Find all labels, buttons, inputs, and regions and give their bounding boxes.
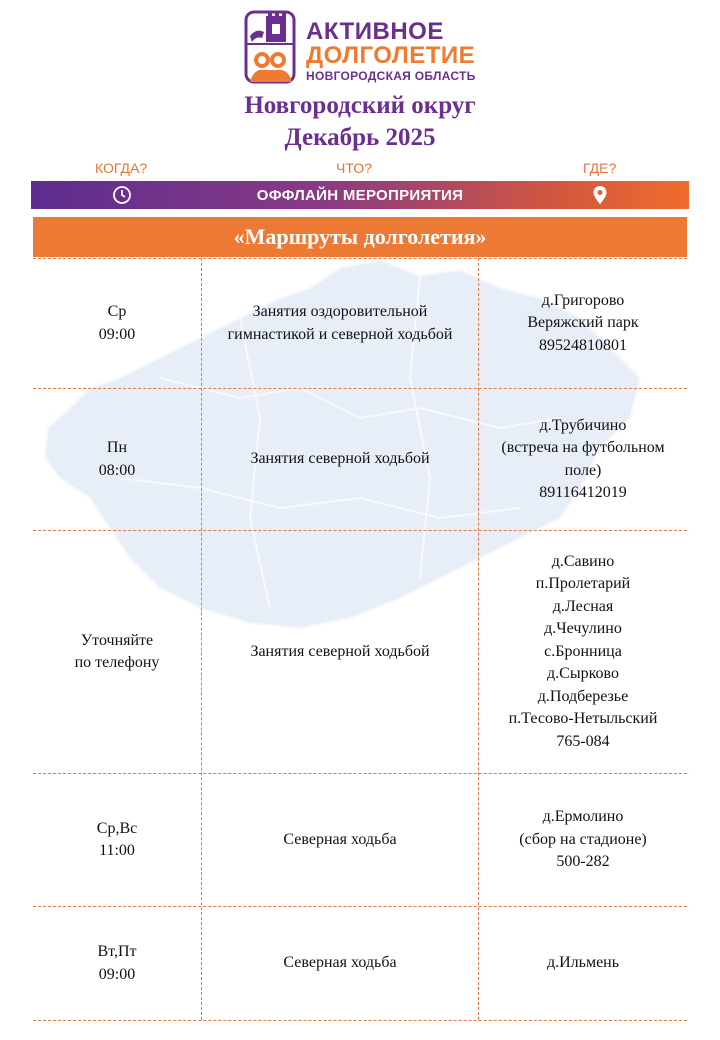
logo [242, 10, 492, 88]
offline-events-banner [31, 181, 689, 209]
row-5-when: Вт,Пт 09:00 [97, 943, 137, 983]
row-3-what: Занятия северной ходьбой [250, 642, 430, 660]
row-4-when: Ср,Вс 11:00 [96, 819, 138, 859]
header-what: ЧТО? [336, 160, 372, 176]
row-4-where: д.Ермолино (сбор на стадионе) 500-282 [519, 808, 647, 871]
header-where: ГДЕ? [583, 160, 617, 176]
row-2-where: д.Трубичино (встреча на футбольном поле) 89116412019 [501, 416, 665, 501]
logo-line-2: ДОЛГОЛЕТИЕ [306, 42, 476, 69]
logo-line-1: АКТИВНОЕ [306, 18, 444, 45]
page-title: Новгородский округ [244, 92, 476, 119]
row-3-where: д.Савино п.Пролетарий д.Лесная д.Чечулино с.Бронница д.Сырково д.Подберезье п.Тесово-Нетыльский 765-084 [508, 552, 658, 750]
row-5-where: д.Ильмень [546, 954, 620, 972]
row-5-what: Северная ходьба [283, 954, 397, 972]
row-divider [33, 1020, 687, 1021]
row-2-when: Пн 08:00 [98, 439, 136, 479]
row-2-what: Занятия северной ходьбой [250, 450, 430, 468]
row-3-when: Уточняйте по телефону [74, 631, 160, 671]
row-4-what: Северная ходьба [283, 830, 397, 848]
row-1-where: д.Григорово Веряжский парк 89524810801 [527, 291, 639, 354]
row-1-when: Ср 09:00 [98, 303, 136, 343]
location-pin-icon [592, 185, 608, 205]
header-when: КОГДА? [95, 160, 148, 176]
row-1-what: Занятия оздоровительной гимнастикой и северной ходьбой [227, 303, 453, 343]
page-subtitle: Декабрь 2025 [284, 124, 436, 151]
logo-line-3: НОВГОРОДСКАЯ ОБЛАСТЬ [306, 69, 476, 83]
active-longevity-emblem-icon [242, 10, 300, 86]
section-title: «Маршруты долголетия» [33, 217, 687, 257]
banner-text: ОФФЛАЙН МЕРОПРИЯТИЯ [256, 187, 464, 204]
